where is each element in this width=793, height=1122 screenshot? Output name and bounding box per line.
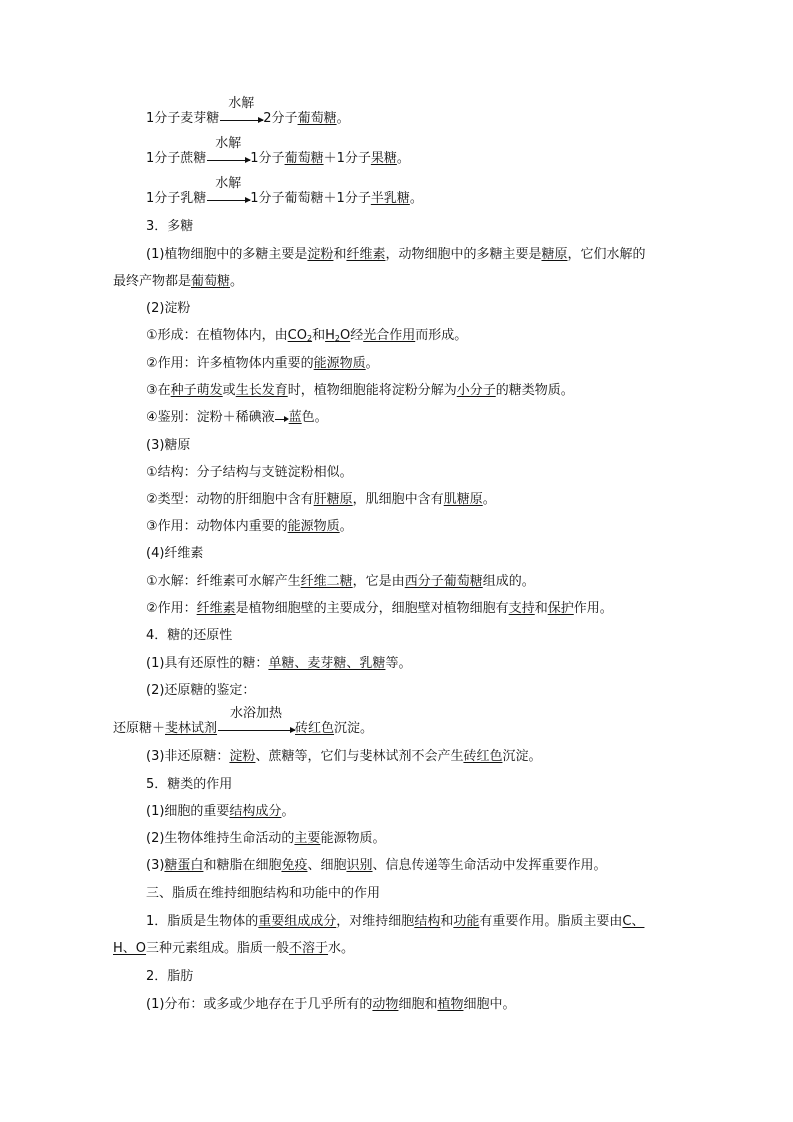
- section-heading: 3．多糖: [146, 219, 194, 234]
- text-line: (1)植物细胞中的多糖主要是淀粉和纤维素，动物细胞中的多糖主要是糖原，它们水解的: [146, 247, 646, 262]
- subsection-heading: (4)纤维素: [146, 546, 204, 561]
- text-line: (3)非还原糖：淀粉、蔗糖等，它们与斐林试剂不会产生砖红色沉淀。: [146, 749, 542, 764]
- reaction-arrow: 水解: [206, 150, 250, 168]
- text-line: ②类型：动物的肝细胞中含有肝糖原，肌细胞中含有肌糖原。: [146, 492, 496, 507]
- text-line: ①水解：纤维素可水解产生纤维二糖，它是由西分子葡萄糖组成的。: [146, 574, 535, 589]
- reaction-arrow: 水浴加热: [217, 720, 295, 738]
- text-line-maltose: 1分子麦芽糖 水解 2分子葡萄糖。: [146, 96, 350, 126]
- text-line: ①结构：分子结构与支链淀粉相似。: [146, 465, 353, 480]
- text-line-reaction: 还原糖＋斐林试剂 水浴加热 砖红色沉淀。: [113, 706, 374, 736]
- text-line: (1)具有还原性的糖：单糖、麦芽糖、乳糖等。: [146, 656, 412, 671]
- text-line: (2)生物体维持生命活动的主要能源物质。: [146, 831, 386, 846]
- section-heading: 4．糖的还原性: [146, 628, 233, 643]
- subsection-heading: (3)糖原: [146, 438, 191, 453]
- text-line: 最终产物都是葡萄糖。: [113, 274, 244, 289]
- right-arrow-icon: [207, 200, 250, 201]
- section-heading: 5．糖类的作用: [146, 777, 233, 792]
- text-line: ③作用：动物体内重要的能源物质。: [146, 519, 353, 534]
- text-line: (3)糖蛋白和糖脂在细胞免疫、细胞识别、信息传递等生命活动中发挥重要作用。: [146, 858, 607, 873]
- section-heading: 三、脂质在维持细胞结构和功能中的作用: [146, 886, 381, 901]
- text-line: ①形成：在植物体内，由$CO_2$和$H_2O$经光合作用而形成。: [146, 328, 468, 343]
- text-line: ②作用：纤维素是植物细胞壁的主要成分，细胞壁对植物细胞有支持和保护作用。: [146, 601, 613, 616]
- text-line: ②作用：许多植物体内重要的能源物质。: [146, 356, 379, 371]
- text-line-sucrose: 1分子蔗糖 水解 1分子葡萄糖＋1分子果糖。: [146, 136, 410, 166]
- reaction-arrow: 水解: [206, 190, 250, 208]
- text-line: ③在种子萌发或生长发育时，植物细胞能将淀粉分解为小分子的糖类物质。: [146, 383, 574, 398]
- text-line: ④鉴别：淀粉＋稀碘液 蓝色。: [146, 410, 328, 425]
- right-arrow-icon: [275, 409, 289, 427]
- subsection-heading: (2)淀粉: [146, 301, 191, 316]
- text-line: H、O三种元素组成。脂质一般不溶于水。: [113, 941, 355, 956]
- text-line: (1)细胞的重要结构成分。: [146, 804, 295, 819]
- reaction-arrow: 水解: [219, 110, 263, 128]
- text-line: 1．脂质是生物体的重要组成成分，对维持细胞结构和功能有重要作用。脂质主要由C、: [146, 914, 645, 929]
- right-arrow-icon: [207, 160, 250, 161]
- text-line: (1)分布：或多或少地存在于几乎所有的动物细胞和植物细胞中。: [146, 997, 516, 1012]
- right-arrow-icon: [218, 730, 295, 731]
- text-line: (2)还原糖的鉴定：: [146, 683, 256, 698]
- right-arrow-icon: [220, 120, 263, 121]
- text-line-lactose: 1分子乳糖 水解 1分子葡萄糖＋1分子半乳糖。: [146, 176, 423, 206]
- section-heading: 2．脂肪: [146, 969, 194, 984]
